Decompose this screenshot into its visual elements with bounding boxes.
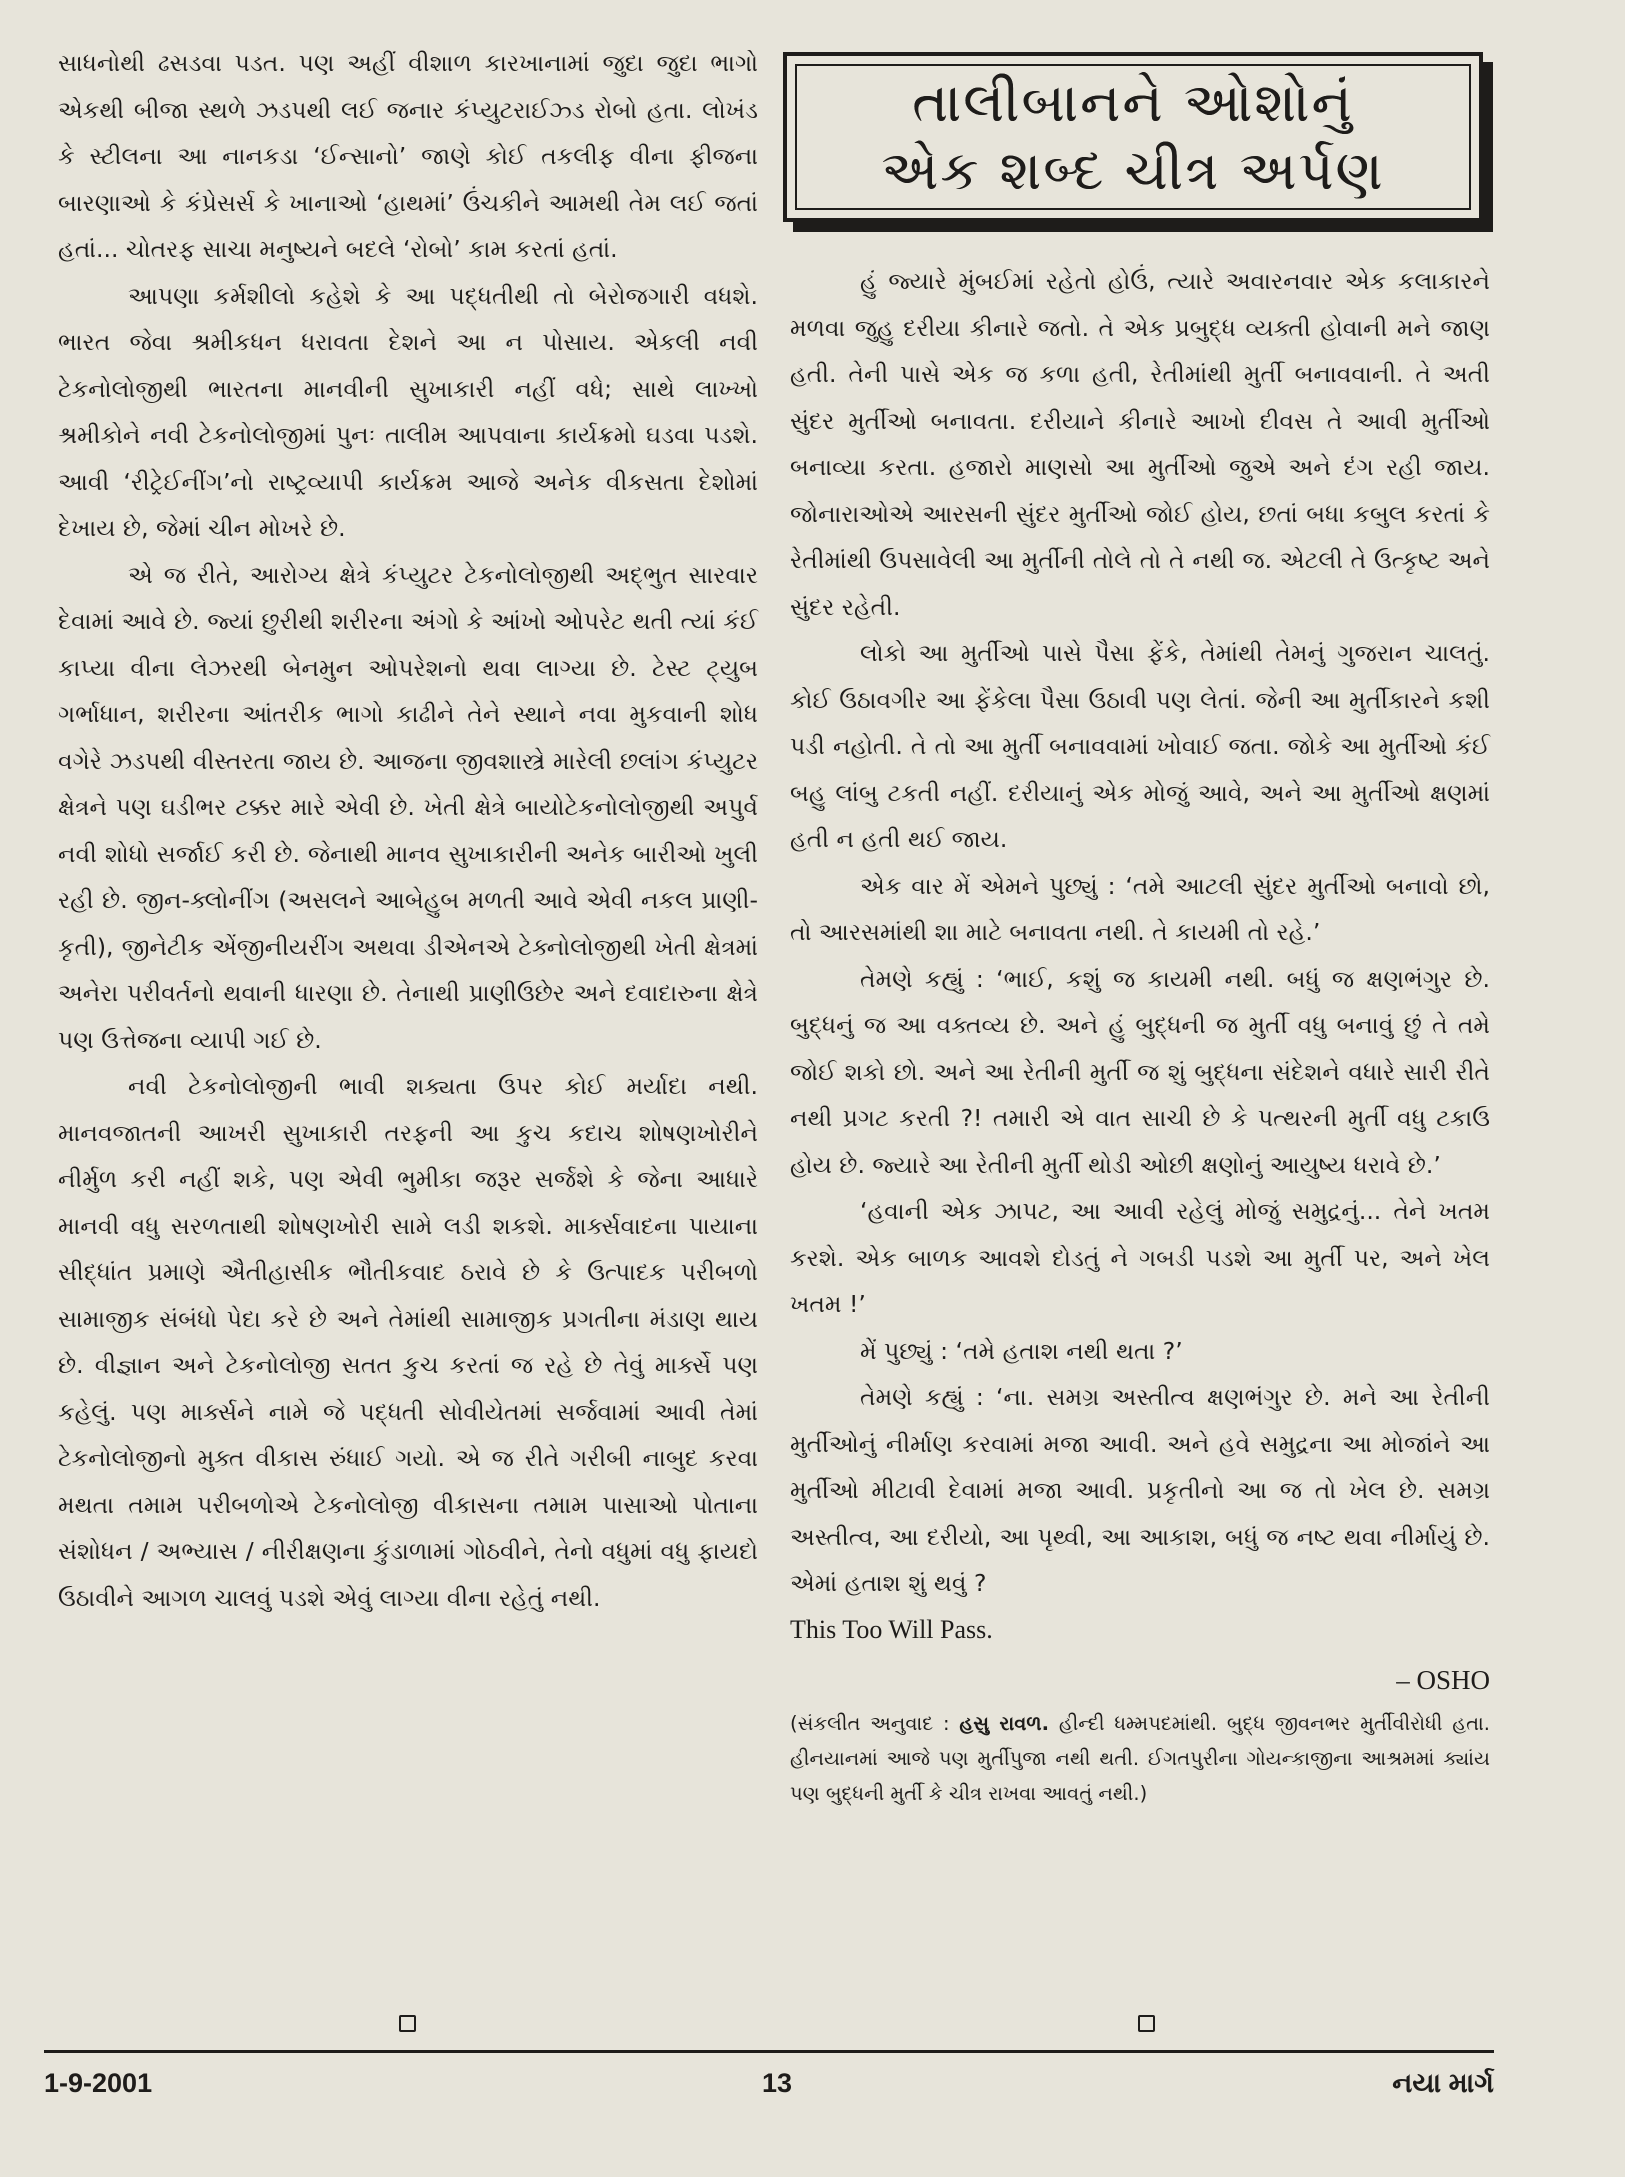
right-paragraph-5: ‘હવાની એક ઝાપટ, આ આવી રહેલું મોજું સમુદ્રનું... તેને ખતમ કરશે. એક બાળક આવશે દોડતું ને ગબડી પડશે આ મુર્તી પર, અને ખેલ ખતમ !’: [790, 1197, 1490, 1318]
left-paragraph-4: નવી ટેકનોલોજીની ભાવી શક્યતા ઉપર કોઈ મર્યાદા નથી. માનવજાતની આખરી સુખાકારી તરફની આ કુચ કદાચ શોષણખોરીને નીર્મુળ કરી નહીં શકે, પણ એવી ભુમીકા જરૂર સર્જશે કે જેના આધારે માનવી વધુ સરળતાથી શોષણખોરી સામે લડી શકશે. માર્ક્સવાદના પાયાના સીદ્ધાંત પ્રમાણે ઐતીહાસીક ભૌતીકવાદ ઠરાવે છે કે ઉત્પાદક પરીબળો સામાજીક સંબંધો પેદા કરે છે અને તેમાંથી સામાજીક પ્રગતીના મંડાણ થાય છે. વીજ્ઞાન અને ટેકનોલોજી સતત કુચ કરતાં જ રહે છે તેવું માર્ક્સે પણ કહેલું. પણ માર્ક્સને નામે જે પદ્ધતી સોવીયેતમાં સર્જવામાં આવી તેમાં ટેકનોલોજીનો મુક્ત વીકાસ રુંધાઈ ગયો. એ જ રીતે ગરીબી નાબુદ કરવા મથતા તમામ પરીબળોએ ટેકનોલોજી વીકાસના તમામ પાસાઓ પોતાના સંશોધન / અભ્યાસ / નીરીક્ષણના કુંડાળામાં ગોઠવીને, તેનો વધુમાં વધુ ફાયદો ઉઠાવીને આગળ ચાલવું પડશે એવું લાગ્યા વીના રહેતું નથી.: [58, 1072, 758, 1612]
end-mark-left: [399, 2015, 416, 2032]
right-paragraph-1: હું જ્યારે મુંબઈમાં રહેતો હોઉં, ત્યારે અવારનવાર એક કલાકારને મળવા જુહુ દરીયા કીનારે જતો. તે એક પ્રબુદ્ધ વ્યક્તી હોવાની મને જાણ હતી. તેની પાસે એક જ કળા હતી, રેતીમાંથી મુર્તી બનાવવાની. તે અતી સુંદર મુર્તીઓ બનાવતા. દરીયાને કીનારે આખો દીવસ તે આવી મુર્તીઓ બનાવ્યા કરતા. હજારો માણસો આ મુર્તીઓ જુએ અને દંગ રહી જાય. જોનારાઓએ આરસની સુંદર મુર્તીઓ જોઈ હોય, છતાં બધા કબુલ કરતાં કે રેતીમાંથી ઉપસાવેલી આ મુર્તીની તોલે તો તે નથી જ. એટલી તે ઉત્કૃષ્ટ અને સુંદર રહેતી.: [790, 267, 1490, 621]
right-paragraph-3: એક વાર મેં એમને પુછ્યું : ‘તમે આટલી સુંદર મુર્તીઓ બનાવો છો, તો આરસમાંથી શા માટે બનાવતા નથી. તે કાયમી તો રહે.’: [790, 871, 1490, 946]
note-text: હીન્દી ધમ્મપદમાંથી. બુદ્ધ જીવનભર મુર્તીવીરોધી હતા. હીનયાનમાં આજે પણ મુર્તીપુજા નથી થતી. ઈગતપુરીના ગોયન્કાજીના આશ્રમમાં ક્યાંય પણ બુદ્ધની મુર્તી કે ચીત્ર રાખવા આવતું નથી.): [790, 1711, 1490, 1805]
author-signature: – OSHO: [1396, 1665, 1490, 1695]
footer-date: 1-9-2001: [44, 2068, 153, 2098]
footer-rule: [44, 2050, 1494, 2053]
article-title-box: [783, 52, 1483, 222]
article-title-line-2: એક શબ્દ ચીત્ર અર્પણ: [881, 139, 1385, 202]
translation-note: [790, 1706, 1490, 1811]
right-paragraph-4: તેમણે કહ્યું : ‘ભાઈ, કશું જ કાયમી નથી. બધું જ ક્ષણભંગુર છે. બુદ્ધનું જ આ વક્તવ્ય છે. અને હું બુદ્ધની જ મુર્તી વધુ બનાવું છું તે તમે જોઈ શકો છો. અને આ રેતીની મુર્તી જ શું બુદ્ધના સંદેશને વધારે સારી રીતે નથી પ્રગટ કરતી ?! તમારી એ વાત સાચી છે કે પત્થરની મુર્તી વધુ ટકાઉ હોય છે. જ્યારે આ રેતીની મુર્તી થોડી ઓછી ક્ષણોનું આયુષ્ય ધરાવે છે.’: [790, 964, 1490, 1179]
footer-magazine-name: નયા માર્ગ: [1392, 2068, 1494, 2098]
right-paragraph-7: તેમણે કહ્યું : ‘ના. સમગ્ર અસ્તીત્વ ક્ષણભંગુર છે. મને આ રેતીની મુર્તીઓનું નીર્માણ કરવામાં મજા આવી. અને હવે સમુદ્રના આ મોજાંને આ મુર્તીઓ મીટાવી દેવામાં મજા આવી. પ્રકૃતીનો આ જ તો ખેલ છે. સમગ્ર અસ્તીત્વ, આ દરીયો, આ પૃથ્વી, આ આકાશ, બધું જ નષ્ટ થવા નીર્માયું છે. એમાં હતાશ શું થવું ?: [790, 1383, 1490, 1597]
article-title-line-1: તાલીબાનને ઓશોનું: [912, 71, 1354, 134]
english-quote: This Too Will Pass.: [790, 1614, 993, 1644]
left-paragraph-2: આપણા કર્મશીલો કહેશે કે આ પદ્ધતીથી તો બેરોજગારી વધશે. ભારત જેવા શ્રમીકધન ધરાવતા દેશને આ ન પોસાય. એકલી નવી ટેકનોલોજીથી ભારતના માનવીની સુખાકારી નહીં વધે; સાથે લાખ્ખો શ્રમીકોને નવી ટેકનોલોજીમાં પુનઃ તાલીમ આપવાના કાર્યક્રમો ઘડવા પડશે. આવી ‘રીટ્રેઈનીંગ’નો રાષ્ટ્રવ્યાપી કાર્યક્રમ આજે અનેક વીકસતા દેશોમાં દેખાય છે, જેમાં ચીન મોખરે છે.: [58, 281, 758, 542]
left-paragraph-1: સાધનોથી ઢસડવા પડત. પણ અહીં વીશાળ કારખાનામાં જુદા જુદા ભાગો એકથી બીજા સ્થળે ઝડપથી લઈ જનાર કંપ્યુટરાઈઝ્ડ રોબો હતા. લોખંડ કે સ્ટીલના આ નાનકડા ‘ઈન્સાનો’ જાણે કોઈ તકલીફ વીના ફીજના બારણાઓ કે કંપ્રેસર્સ કે ખાનાઓ ‘હાથમાં’ ઉંચકીને આમથી તેમ લઈ જતાં હતાં... ચોતરફ સાચા મનુષ્યને બદલે ‘રોબો’ કામ કરતાં હતાં.: [58, 49, 758, 263]
right-paragraph-2: લોકો આ મુર્તીઓ પાસે પૈસા ફેંકે, તેમાંથી તેમનું ગુજરાન ચાલતું. કોઈ ઉઠાવગીર આ ફેંકેલા પૈસા ઉઠાવી પણ લેતાં. જેની આ મુર્તીકારને કશી પડી નહોતી. તે તો આ મુર્તી બનાવવામાં ખોવાઈ જતા. જોકે આ મુર્તીઓ કંઈ બહુ લાંબુ ટકતી નહીં. દરીયાનું એક મોજું આવે, અને આ મુર્તીઓ ક્ષણમાં હતી ન હતી થઈ જાય.: [790, 639, 1490, 853]
right-paragraph-6: મેં પુછ્યું : ‘તમે હતાશ નથી થતા ?’: [860, 1336, 1183, 1365]
left-paragraph-3: એ જ રીતે, આરોગ્ય ક્ષેત્રે કંપ્યુટર ટેકનોલોજીથી અદ્‌ભુત સારવાર દેવામાં આવે છે. જ્યાં છુરીથી શરીરના અંગો કે આંખો ઓપરેટ થતી ત્યાં કંઈ કાપ્યા વીના લેઝરથી બેનમુન ઓપરેશનો થવા લાગ્યા છે. ટેસ્ટ ટ્યુબ ગર્ભાધાન, શરીરના આંતરીક ભાગો કાઢીને તેને સ્થાને નવા મુકવાની શોધ વગેરે ઝડપથી વીસ્તરતા જાય છે. આજના જીવશાસ્ત્રે મારેલી છલાંગ કંપ્યુટર ક્ષેત્રને પણ ઘડીભર ટક્કર મારે એવી છે. ખેતી ક્ષેત્રે બાયોટેકનોલોજીથી અપુર્વ નવી શોધો સર્જાઈ કરી છે. જેનાથી માનવ સુખાકારીની અનેક બારીઓ ખુલી રહી છે. જીન-ક્લોનીંગ (અસલને આબેહુબ મળતી આવે એવી નકલ પ્રાણી-કૃતી), જીનેટીક એંજીનીયરીંગ અથવા ડીએનએ ટેક્નોલોજીથી ખેતી ક્ષેત્રમાં અનેરા પરીવર્તનો થવાની ધારણા છે. તેનાથી પ્રાણીઉછેર અને દવાદારુના ક્ષેત્રે પણ ઉત્તેજના વ્યાપી ગઈ છે.: [58, 560, 758, 1054]
footer-page-number: 13: [762, 2068, 793, 2098]
left-column: [58, 40, 758, 1621]
translator-name: હસુ રાવળ.: [959, 1711, 1050, 1735]
end-mark-right: [1138, 2015, 1155, 2032]
title-inner-frame: [795, 64, 1471, 210]
right-column: [790, 258, 1490, 1811]
note-prefix: (સંકલીત અનુવાદ :: [790, 1711, 950, 1735]
